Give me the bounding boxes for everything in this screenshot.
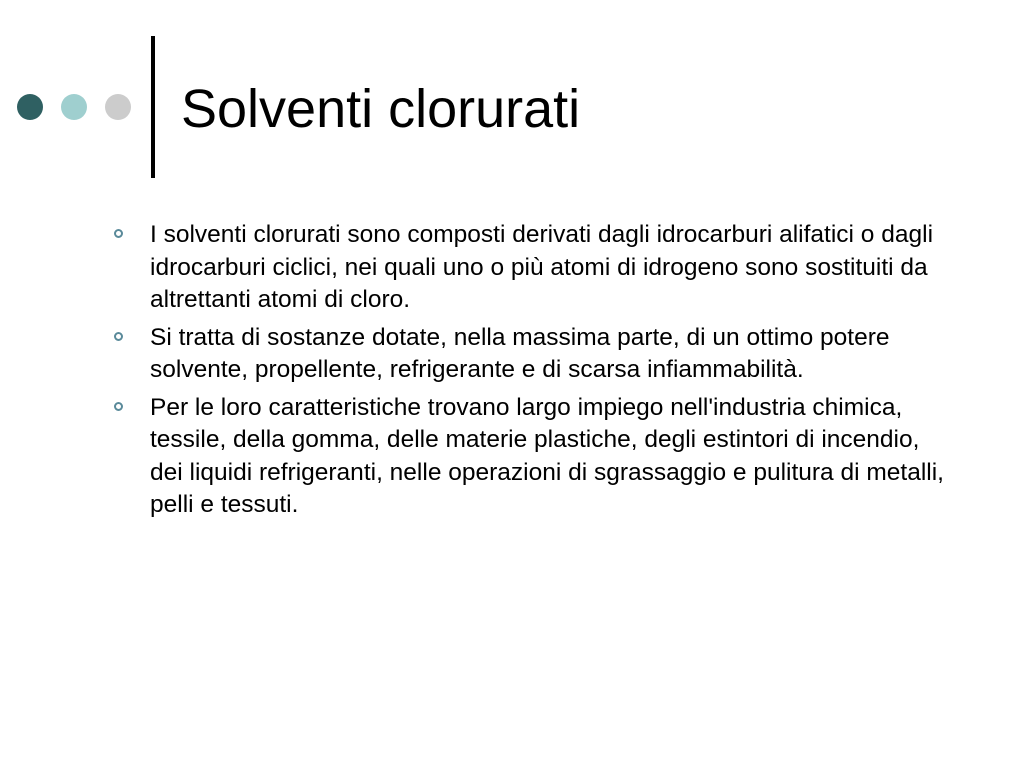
bullet-text: Si tratta di sostanze dotate, nella massima parte, di un ottimo potere solvente, propellente, refrigerante e di scarsa infiammabilità. xyxy=(150,323,890,383)
bullet-text: I solventi clorurati sono composti derivati dagli idrocarburi alifatici o dagli idrocarburi ciclici, nei quali uno o più atomi di idrogeno sono sostituiti da altrettanti atomi di cloro. xyxy=(150,221,934,313)
title-divider xyxy=(151,36,155,178)
bullet-circle-icon xyxy=(114,402,123,411)
bullet-item xyxy=(150,322,950,387)
bullet-circle-icon xyxy=(114,332,123,341)
light-gray-dot xyxy=(105,94,131,120)
bullet-list xyxy=(150,219,950,527)
bullet-item xyxy=(150,219,950,317)
light-teal-dot xyxy=(61,94,87,120)
bullet-circle-icon xyxy=(114,229,123,238)
bullet-item xyxy=(150,392,950,522)
bullet-text: Per le loro caratteristiche trovano largo impiego nell'industria chimica, tessile, della gomma, delle materie plastiche, degli estintori di incendio, dei liquidi refrigeranti, nelle operazioni di sgrassaggio e pulitura di metalli, pelli e tessuti. xyxy=(150,393,944,518)
dark-teal-dot xyxy=(17,94,43,120)
slide-title: Solventi clorurati xyxy=(181,79,581,139)
